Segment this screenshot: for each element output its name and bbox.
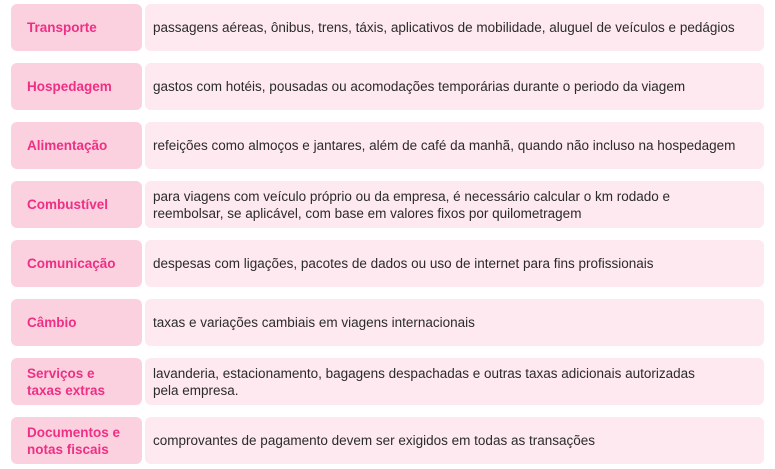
category-description: comprovantes de pagamento devem ser exigidos em todas as transações [145, 417, 764, 464]
category-description: despesas com ligações, pacotes de dados ou uso de internet para fins profissionais [145, 240, 764, 287]
list-item-documentos-notas-fiscais [11, 417, 764, 464]
list-item-alimentacao [11, 122, 764, 169]
category-label: Combustível [11, 181, 142, 228]
category-description: lavanderia, estacionamento, bagagens despachadas e outras taxas adicionais autorizadas pela empresa. [145, 358, 764, 405]
list-item-transporte [11, 4, 764, 51]
category-label: Documentos e notas fiscais [11, 417, 142, 464]
category-label: Serviços e taxas extras [11, 358, 142, 405]
category-description: taxas e variações cambiais em viagens internacionais [145, 299, 764, 346]
category-description: gastos com hotéis, pousadas ou acomodações temporárias durante o periodo da viagem [145, 63, 764, 110]
category-label: Hospedagem [11, 63, 142, 110]
list-item-hospedagem [11, 63, 764, 110]
list-item-servicos-taxas-extras [11, 358, 764, 405]
list-item-cambio [11, 299, 764, 346]
category-label: Comunicação [11, 240, 142, 287]
category-label: Transporte [11, 4, 142, 51]
list-item-comunicacao [11, 240, 764, 287]
category-label: Câmbio [11, 299, 142, 346]
category-description: refeições como almoços e jantares, além de café da manhã, quando não incluso na hospedagem [145, 122, 764, 169]
category-label: Alimentação [11, 122, 142, 169]
list-item-combustivel [11, 181, 764, 228]
category-description: passagens aéreas, ônibus, trens, táxis, aplicativos de mobilidade, aluguel de veículos e pedágios [145, 4, 764, 51]
category-description: para viagens com veículo próprio ou da empresa, é necessário calcular o km rodado e reembolsar, se aplicável, com base em valores fixos por quilometragem [145, 181, 764, 228]
